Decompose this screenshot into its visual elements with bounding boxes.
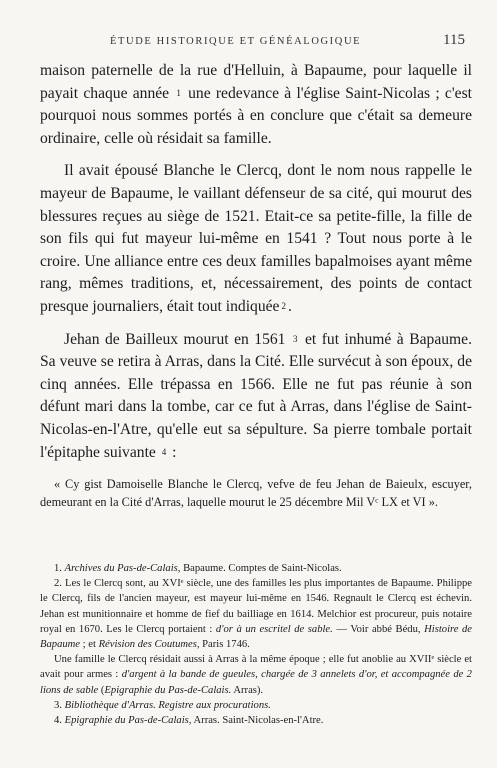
footnote-3 — [40, 698, 472, 713]
running-title: ÉTUDE HISTORIQUE ET GÉNÉALOGIQUE — [110, 36, 362, 47]
paragraph-2-text-a: Il avait épousé Blanche le Clercq, dont le nom nous rappelle le mayeur de Bapaume, le vaillant défenseur de sa cité, qui mourut des blessures reçues au siège de 1521. Etait-ce sa petite-fille, la fille de son fils qui fut mayeur lui-même en 1541 ? Tout nous porte à le croire. Une alliance entre ces deux familles bapalmoises ayant même rang, mêmes traditions, et, nécessairement, des points de contact presque journaliers, était tout indiquée — [40, 162, 472, 315]
paragraph-2-text-b: . — [287, 297, 292, 315]
footnote-1 — [40, 561, 472, 576]
paragraph-3-text-b: et fut inhumé à Bapaume. Sa veuve se retira à Arras, dans la Cité. Elle survécut à son époux, de cinq années. Elle trépassa en 1566. Elle ne fut pas réunie à son défunt mari dans la tombe, car ce fut à Arras, dans l'église de Saint-Nicolas-en-l'Atre, qu'elle eut sa sépulture. Sa pierre tombale portait l'épitaphe suivante — [40, 330, 472, 461]
footnote-3-source: Bibliothèque d'Arras. Registre aux procurations. — [64, 699, 271, 711]
footnote-2x-text-c: Arras). — [233, 684, 264, 696]
page-number: 115 — [443, 32, 465, 48]
footnote-2-book-2: Révision des Coutumes, — [98, 639, 200, 651]
footnote-4 — [40, 713, 472, 728]
footnote-ref-4: 4 — [161, 446, 167, 457]
footnote-4-rest: Arras. Saint-Nicolas-en-l'Atre. — [193, 715, 324, 727]
footnote-2x-book: Epigraphie du Pas-de-Calais. — [104, 684, 232, 696]
paragraph-1-text-a: maison paternelle de la rue d'Helluin, à Bapaume, pour laquelle il payait chaque année — [40, 62, 472, 102]
footnote-ref-3: 3 — [292, 333, 298, 344]
footnote-4-number: 4. — [54, 715, 62, 727]
footnote-2-text-c: ; et — [82, 639, 96, 651]
footnote-2x-text-b: ( — [100, 684, 105, 696]
footnote-2-text-a: 2. Les le Clercq sont, au XVIᵉ siècle, une des familles les plus importantes de Bapaume. Philippe le Clercq, fils de l'ancien mayeur, est mayeur lui-même en 1546. Regnault le Clercq est échevin. Jehan est munitionnaire et homme de fief du bailliage en 1614. Melchior est procureur, puis notaire royal en 1670. Les le Clercq portaient : — [40, 578, 472, 635]
paragraph-3-text-c: : — [172, 443, 177, 461]
footnote-2-continued — [40, 652, 472, 698]
footnote-4-source: Epigraphie du Pas-de-Calais, — [64, 715, 192, 727]
footnote-2-arms: d'or à un escritel de sable. — [215, 623, 333, 635]
footnote-ref-2: 2 — [281, 300, 286, 311]
paragraph-3 — [40, 329, 472, 465]
footnote-1-source: Archives du Pas-de-Calais, — [64, 563, 181, 574]
paragraph-2 — [40, 160, 472, 318]
footnote-2x-arms: d'argent à la bande de gueules, chargée de 3 annelets d'or, et accompagnée de 2 lions de sable — [40, 669, 472, 696]
footnotes — [40, 561, 472, 728]
footnote-2x-text-a: Une famille le Clercq résidait aussi à Arras à la même époque ; elle fut anoblie au XVIIᵉ siècle et avait pour armes : — [40, 654, 472, 681]
footnote-2-book-1: Histoire de Bapaume — [40, 623, 473, 651]
footnote-2-text-b: — Voir abbé Bédu, — [336, 623, 421, 635]
paragraph-3-text-a: Jehan de Bailleux mourut en 1561 — [64, 330, 286, 348]
main-text — [40, 60, 472, 464]
epitaph-quote: « Cy gist Damoiselle Blanche le Clercq, vefve de feu Jehan de Baieulx, escuyer, demeurant en la Cité d'Arras, laquelle mourut le 25 décembre Mil Vᶜ LX et VI ». — [40, 477, 472, 509]
footnote-3-number: 3. — [54, 699, 62, 711]
paragraph-1-text-b: une redevance à l'église Saint-Nicolas ; c'est pourquoi nous sommes portés à en conclure que c'était sa demeure ordinaire, celle où résidait sa famille. — [40, 84, 472, 147]
footnote-2 — [40, 576, 472, 652]
footnote-2-text-d: Paris 1746. — [202, 639, 250, 651]
footnote-ref-1: 1 — [176, 87, 181, 98]
footnote-1-number: 1. — [54, 563, 62, 574]
page-header — [110, 34, 465, 50]
paragraph-1 — [40, 60, 472, 150]
footnote-1-rest: Bapaume. Comptes de Saint-Nicolas. — [183, 563, 342, 574]
